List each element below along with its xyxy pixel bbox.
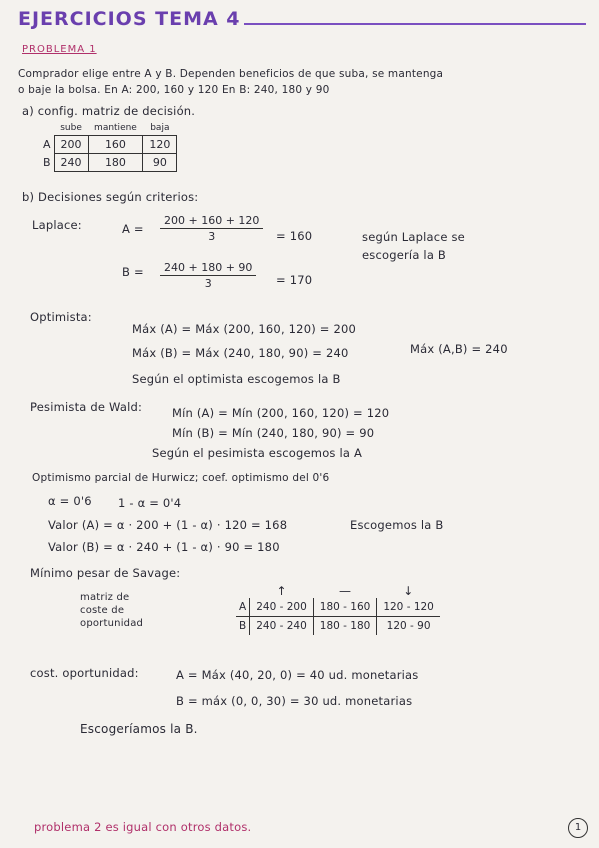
wald-label: Pesimista de Wald: — [30, 400, 143, 414]
col-sube: sube — [60, 122, 82, 133]
page-title: EJERCICIOS TEMA 4 — [18, 8, 241, 30]
laplace-a-lhs: A = — [122, 222, 144, 236]
footer-note: problema 2 es igual con otros datos. — [34, 820, 252, 834]
cost-opportunity-a: A = Máx (40, 20, 0) = 40 ud. monetarias — [176, 668, 419, 682]
statement-line-2: o baje la bolsa. En A: 200, 160 y 120 En B: 240, 180 y 90 — [18, 84, 330, 96]
savage-caption-2: coste de — [80, 605, 125, 616]
laplace-note-1: según Laplace se — [362, 230, 465, 244]
laplace-label: Laplace: — [32, 218, 82, 232]
laplace-b-lhs: B = — [122, 265, 144, 279]
col-mark-flat: — — [339, 584, 352, 598]
matrix-row-a: A 200 160 120 — [40, 136, 177, 154]
col-mark-down: ↓ — [403, 584, 414, 598]
problem-heading: PROBLEMA 1 — [22, 44, 97, 55]
cost-opportunity-b: B = máx (0, 0, 30) = 30 ud. monetarias — [176, 694, 413, 708]
wald-line-a: Mín (A) = Mín (200, 160, 120) = 120 — [172, 406, 390, 420]
hurwicz-conclusion: Escogemos la B — [350, 518, 444, 532]
matrix-row-b: B 240 180 90 — [40, 154, 177, 172]
optimista-max-ab: Máx (A,B) = 240 — [410, 342, 508, 356]
optimista-line-a: Máx (A) = Máx (200, 160, 120) = 200 — [132, 322, 356, 336]
cost-opportunity-label: cost. oportunidad: — [30, 666, 139, 680]
optimista-label: Optimista: — [30, 310, 92, 324]
optimista-conclusion: Según el optimista escogemos la B — [132, 372, 341, 386]
savage-caption-3: oportunidad — [80, 618, 144, 629]
title-underline — [244, 23, 586, 25]
hurwicz-valor-a: Valor (A) = α · 200 + (1 - α) · 120 = 168 — [48, 518, 288, 532]
hurwicz-valor-b: Valor (B) = α · 240 + (1 - α) · 90 = 180 — [48, 540, 280, 554]
laplace-b-result: = 170 — [276, 273, 313, 287]
col-mantiene: mantiene — [94, 122, 137, 133]
opportunity-row-a: A 240 - 200 180 - 160 120 - 120 — [236, 598, 440, 617]
savage-label: Mínimo pesar de Savage: — [30, 566, 181, 580]
decision-matrix — [40, 120, 177, 172]
col-mark-up: ↑ — [276, 584, 287, 598]
laplace-b-fraction: $\frac{240 + 180 + 90}{3}$ — [160, 261, 256, 290]
opportunity-cost-matrix — [236, 584, 440, 635]
hurwicz-one-minus-alpha: 1 - α = 0'4 — [118, 496, 182, 510]
col-baja: baja — [150, 122, 170, 133]
optimista-line-b: Máx (B) = Máx (240, 180, 90) = 240 — [132, 346, 349, 360]
laplace-note-2: escogería la B — [362, 248, 447, 262]
wald-line-b: Mín (B) = Mín (240, 180, 90) = 90 — [172, 426, 375, 440]
hurwicz-alpha: α = 0'6 — [48, 494, 92, 508]
laplace-a-result: = 160 — [276, 229, 313, 243]
part-a-heading: a) config. matriz de decisión. — [22, 104, 196, 118]
savage-conclusion: Escogeríamos la B. — [80, 722, 198, 736]
part-b-heading: b) Decisiones según criterios: — [22, 190, 199, 204]
laplace-a-fraction: $\frac{200 + 160 + 120}{3}$ — [160, 214, 263, 243]
statement-line-1: Comprador elige entre A y B. Dependen beneficios de que suba, se mantenga — [18, 68, 444, 80]
savage-caption-1: matriz de — [80, 592, 130, 603]
opportunity-row-b: B 240 - 240 180 - 180 120 - 90 — [236, 617, 440, 636]
page-number: 1 — [568, 818, 588, 838]
hurwicz-label: Optimismo parcial de Hurwicz; coef. optimismo del 0'6 — [32, 472, 330, 484]
wald-conclusion: Según el pesimista escogemos la A — [152, 446, 363, 460]
